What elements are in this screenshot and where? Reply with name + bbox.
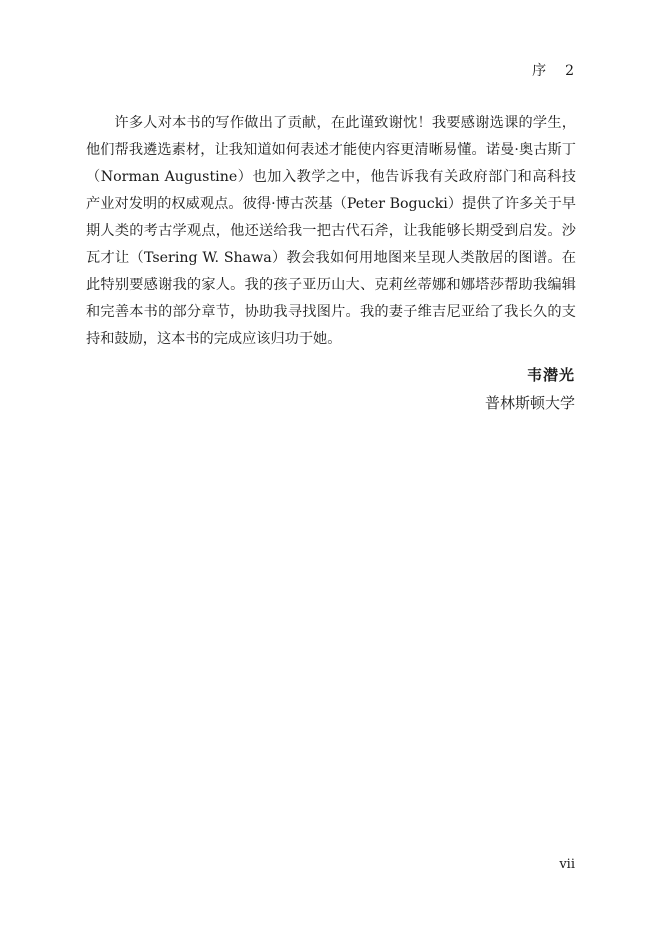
running-head-page-number: 2 [565, 63, 575, 79]
acknowledgement-paragraph: 许多人对本书的写作做出了贡献，在此谨致谢忱！我要感谢选课的学生，他们帮我遴选素材，让我知道如何表述才能使内容更清晰易懂。诺曼·奥古斯丁（Norman Augustine）也加入教学之中，他告诉我有关政府部门和高科技产业对发明的权威观点。彼得·博古茨基（Peter Bogucki）提供了许多关于早期人类的考古学观点，他还送给我一把古代石斧，让我能够长期受到启发。沙瓦才让（Tsering W. Shawa）教会我如何用地图来呈现人类散居的图谱。在此特别要感谢我的家人。我的孩子亚历山大、克莉丝蒂娜和娜塔莎帮助我编辑和完善本书的部分章节，协助我寻找图片。我的妻子维吉尼亚给了我长久的支持和鼓励，这本书的完成应该归功于她。 [86, 115, 576, 347]
running-head-section: 序 [532, 63, 548, 79]
author-affiliation: 普林斯顿大学 [484, 394, 575, 412]
page-number: vii [559, 857, 575, 872]
author-name: 韦潜光 [526, 366, 575, 384]
running-head [532, 60, 575, 80]
